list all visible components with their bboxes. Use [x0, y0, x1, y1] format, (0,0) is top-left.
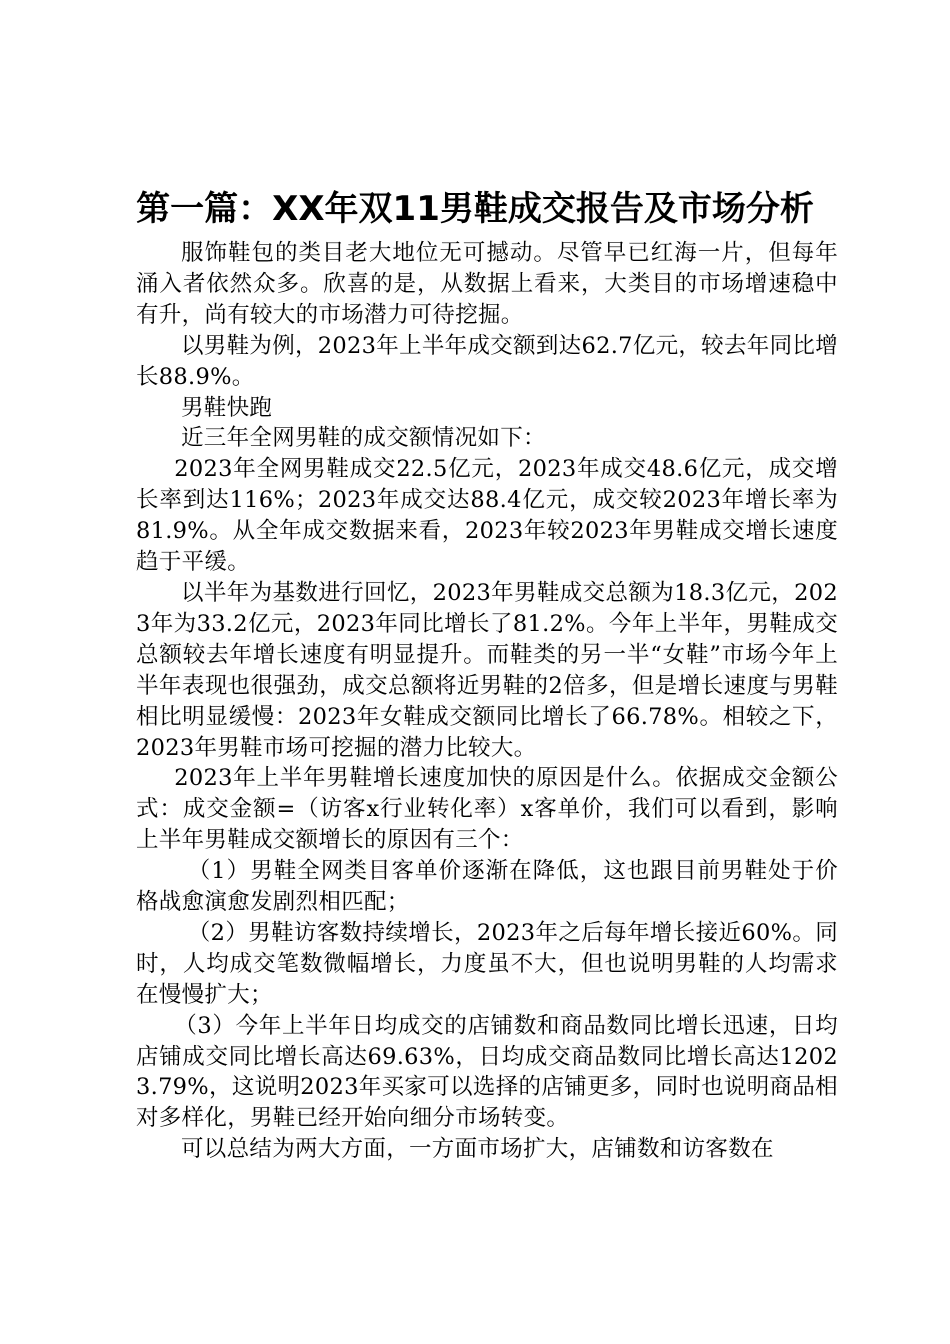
paragraph-reasons: 2023年上半年男鞋增长速度加快的原因是什么。依据成交金额公式：成交金额=（访客x行业转化率）x客单价，我们可以看到，影响上半年男鞋成交额增长的原因有三个： — [136, 765, 838, 854]
paragraph-intro: 服饰鞋包的类目老大地位无可撼动。尽管早已红海一片，但每年涌入者依然众多。欣喜的是，从数据上看来，大类目的市场增速稳中有升，尚有较大的市场潜力可待挖掘。 — [136, 240, 838, 328]
list-item-reason-3: （3）今年上半年日均成交的店铺数和商品数同比增长迅速，日均店铺成交同比增长高达69.63%，日均成交商品数同比增长高达12023.79%，这说明2023年买家可以选择的店铺更多，同时也说明商品相对多样化，男鞋已经开始向细分市场转变。 — [136, 1012, 838, 1132]
paragraph-subheading: 男鞋快跑 — [181, 394, 273, 421]
paragraph-summary: 可以总结为两大方面，一方面市场扩大，店铺数和访客数在 — [181, 1136, 774, 1163]
paragraph-half-year: 以半年为基数进行回忆，2023年男鞋成交总额为18.3亿元，2023年为33.2亿元，2023年同比增长了81.2%。今年上半年，男鞋成交总额较去年增长速度有明显提升。而鞋类的另一半“女鞋”市场今年上半年表现也很强劲，成交总额将近男鞋的2倍多，但是增长速度与男鞋相比明显缓慢：2023年女鞋成交额同比增长了66.78%。相较之下，2023年男鞋市场可挖掘的潜力比较大。 — [136, 579, 838, 761]
list-item-reason-1: （1）男鞋全网类目客单价逐渐在降低，这也跟目前男鞋处于价格战愈演愈发剧烈相匹配； — [136, 858, 838, 916]
paragraph-three-years: 近三年全网男鞋的成交额情况如下： — [181, 425, 546, 452]
document-body — [136, 238, 838, 1165]
paragraph-example: 以男鞋为例，2023年上半年成交额到达62.7亿元，较去年同比增长88.9%。 — [136, 332, 838, 390]
document-title: 第一篇：XX年双11男鞋成交报告及市场分析 — [136, 189, 814, 229]
list-item-reason-2: （2）男鞋访客数持续增长，2023年之后每年增长接近60%。同时，人均成交笔数微幅增长，力度虽不大，但也说明男鞋的人均需求在慢慢扩大； — [136, 919, 838, 1008]
paragraph-annual-data: 2023年全网男鞋成交22.5亿元，2023年成交48.6亿元，成交增长率到达116%；2023年成交达88.4亿元，成交较2023年增长率为81.9%。从全年成交数据来看，2023年较2023年男鞋成交增长速度趋于平缓。 — [136, 456, 838, 576]
